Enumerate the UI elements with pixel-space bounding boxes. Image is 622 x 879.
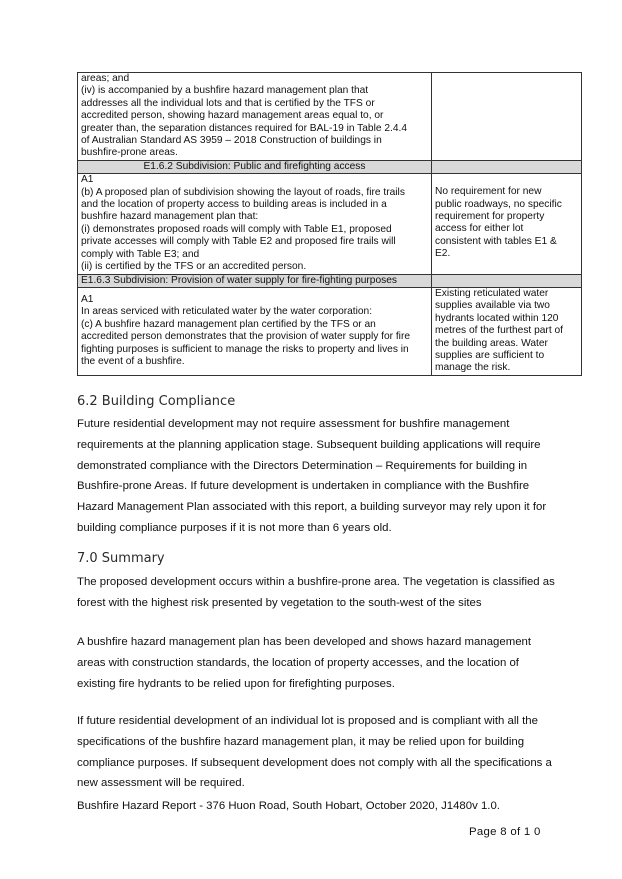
- section-title-blank: [432, 274, 582, 287]
- table-section-header: [78, 160, 582, 173]
- criteria-line: (ii) is certified by the TFS or an accredited person.: [81, 261, 307, 273]
- response-cell: [432, 73, 582, 161]
- criteria-line: addresses all the individual lots and that is certified by the TFS or: [81, 97, 375, 109]
- response-line: consistent with tables E1 &: [435, 235, 557, 247]
- response-line: No requirement for new: [435, 186, 542, 198]
- response-line: supplies are sufficient to: [435, 349, 545, 361]
- section-title: E1.6.3 Subdivision: Provision of water supply for fire-fighting purposes: [78, 274, 432, 287]
- summary-heading: 7.0 Summary: [77, 551, 165, 566]
- response-line: Existing reticulated water: [435, 287, 549, 299]
- table-section-header: [78, 274, 582, 287]
- section-title-blank: [432, 160, 582, 173]
- section-title: E1.6.2 Subdivision: Public and firefighting access: [78, 160, 432, 173]
- response-line: metres of the furthest part of: [435, 325, 563, 337]
- table-row: [78, 174, 582, 274]
- criteria-line: bushfire-prone areas.: [81, 147, 178, 159]
- criteria-cell: [78, 73, 432, 161]
- criteria-line: (b) A proposed plan of subdivision showing the layout of roads, fire trails: [81, 186, 405, 198]
- page-number: Page 8 of 1 0: [469, 826, 541, 838]
- criteria-line: accredited person, showing hazard management areas equal to, or: [81, 110, 384, 122]
- criteria-line: (iv) is accompanied by a bushfire hazard management plan that: [81, 85, 369, 97]
- criteria-cell: [78, 287, 432, 375]
- response-line: access for either lot: [435, 223, 524, 235]
- report-reference: Bushfire Hazard Report - 376 Huon Road, South Hobart, October 2020, J1480v 1.0.: [77, 800, 500, 812]
- criteria-line: private accesses will comply with Table E2 and proposed fire trails will: [81, 236, 396, 248]
- summary-paragraph: A bushfire hazard management plan has been developed and shows hazard management areas with construction standards, the location of property accesses, and the location of existing fire hydrants to be relied upon for firefighting purposes.: [77, 636, 532, 690]
- building-compliance-paragraph: Future residential development may not require assessment for bushfire management requirements at the planning application stage. Subsequent building applications will require demonstrated compliance with the Directors Determination – Requirements for building in Bushfire-prone Areas. If future development is undertaken in compliance with the Bushfire Hazard Management Plan associated with this report, a building surveyor may rely upon it for building compliance purposes if it is not more than 6 years old.: [77, 418, 547, 534]
- response-cell: [432, 287, 582, 375]
- response-line: manage the risk.: [435, 362, 511, 374]
- response-line: E2.: [435, 248, 451, 260]
- criteria-line: and the location of property access to building areas is included in a: [81, 199, 387, 211]
- criteria-line: A1: [81, 293, 94, 305]
- summary-paragraph: If future residential development of an individual lot is proposed and is compliant with all the specifications of the bushfire hazard management plan, it may be relied upon for building compliance purposes. If subsequent development does not comply with all the specifications a new assessment will be required.: [77, 715, 552, 790]
- requirements-table: [77, 72, 582, 376]
- criteria-cell: [78, 174, 432, 274]
- table-row: [78, 287, 582, 375]
- criteria-line: greater than, the separation distances required for BAL-19 in Table 2.4.4: [81, 122, 408, 134]
- summary-paragraph: The proposed development occurs within a bushfire-prone area. The vegetation is classified as forest with the highest risk presented by vegetation to the south-west of the sites: [77, 576, 555, 609]
- criteria-line: of Australian Standard AS 3959 – 2018 Construction of buildings in: [81, 135, 382, 147]
- table-row: [78, 73, 582, 161]
- building-compliance-heading: 6.2 Building Compliance: [77, 394, 236, 409]
- criteria-line: (c) A bushfire hazard management plan certified by the TFS or an: [81, 318, 376, 330]
- response-line: hydrants located within 120: [435, 312, 559, 324]
- criteria-line: fighting purposes is sufficient to manage the risks to property and lives in: [81, 343, 409, 355]
- criteria-line: (i) demonstrates proposed roads will comply with Table E1, proposed: [81, 223, 392, 235]
- criteria-line: bushfire hazard management plan that:: [81, 211, 259, 223]
- response-line: the building areas. Water: [435, 337, 548, 349]
- response-line: public roadways, no specific: [435, 198, 562, 210]
- response-cell: [432, 174, 582, 274]
- criteria-line: comply with Table E3; and: [81, 248, 200, 260]
- criteria-line: accredited person demonstrates that the provision of water supply for fire: [81, 331, 410, 343]
- criteria-line: A1: [81, 174, 94, 186]
- response-line: requirement for property: [435, 211, 545, 223]
- criteria-line: In areas serviced with reticulated water by the water corporation:: [81, 306, 373, 318]
- response-line: supplies available via two: [435, 300, 550, 312]
- criteria-line: the event of a bushfire.: [81, 355, 185, 367]
- criteria-line: areas; and: [81, 73, 130, 84]
